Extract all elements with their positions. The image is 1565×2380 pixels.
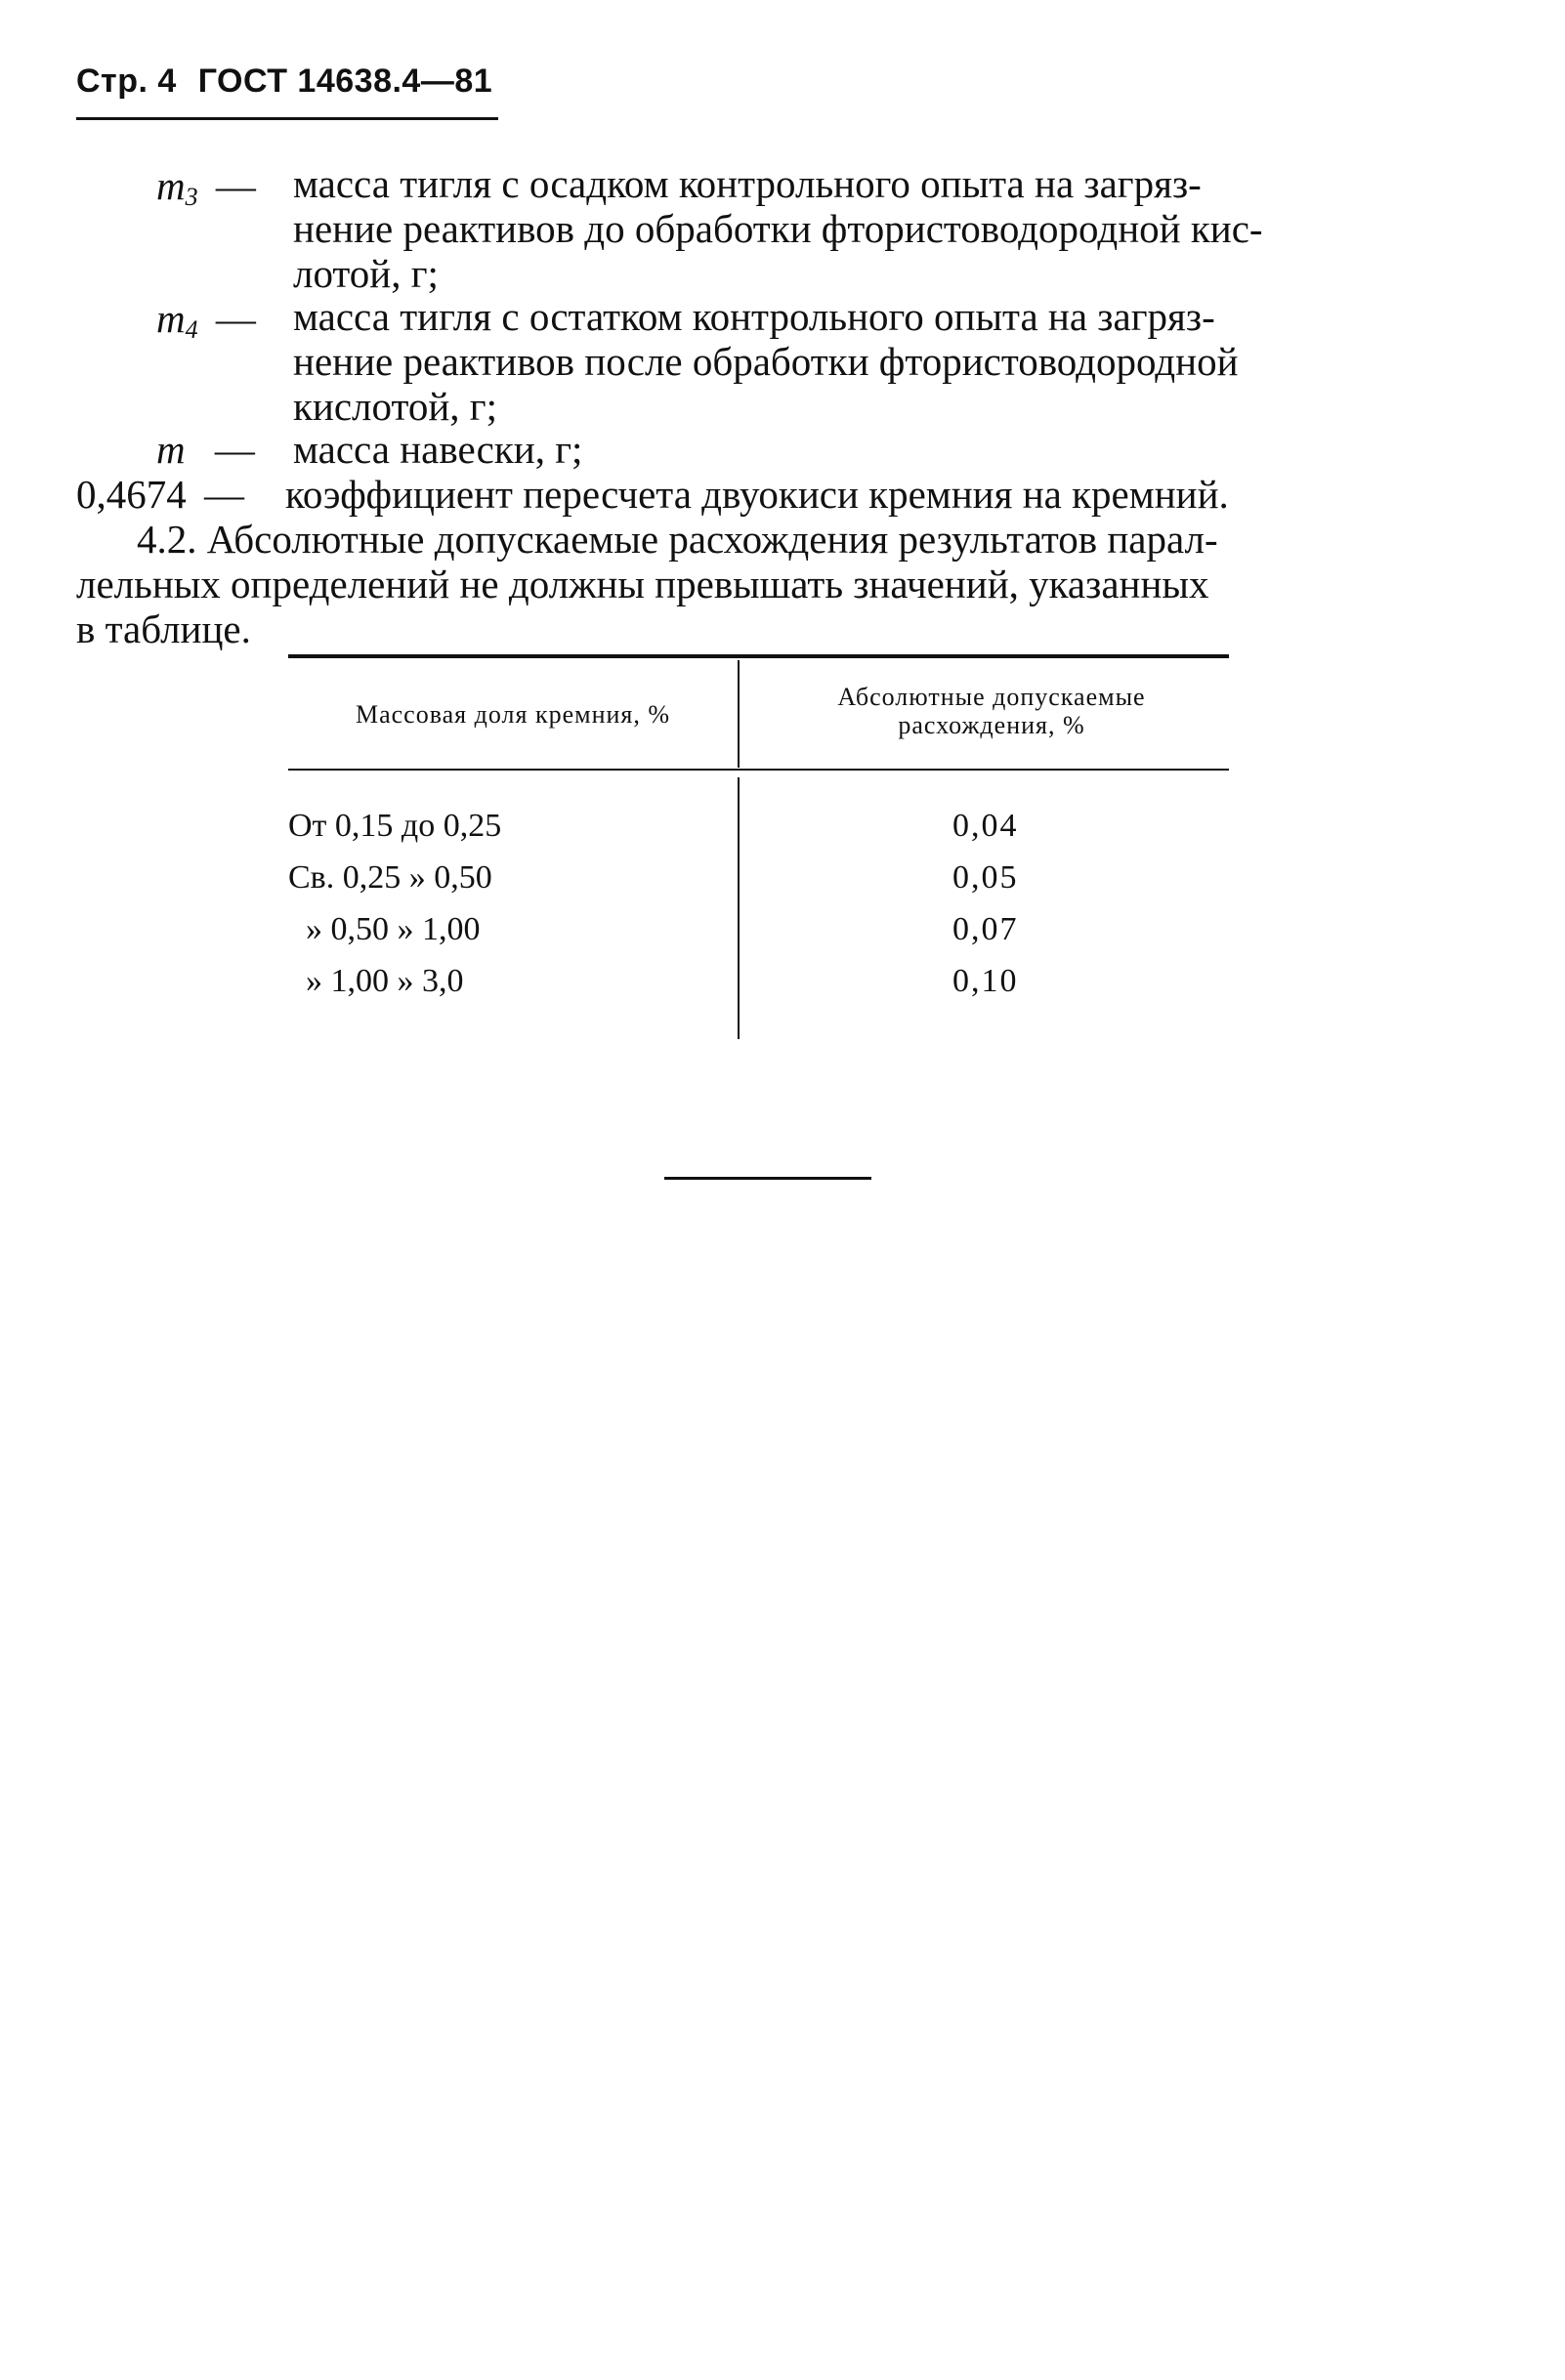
standard-number: ГОСТ 14638.4—81 <box>197 63 493 100</box>
definition-m3-line-1: масса тигля с осадком контрольного опыта на загряз- <box>293 161 1202 206</box>
table-row-range: От 0,15 до 0,25 <box>288 808 502 844</box>
definition-m4-symbol: $m_4$ — <box>156 296 256 344</box>
table-header-tolerance: Абсолютные допускаемые расхождения, % <box>837 683 1146 739</box>
definition-m-line-1: масса навески, г; <box>293 427 583 472</box>
definition-m3-symbol: $m_3$ — <box>156 163 256 211</box>
definition-m4-line-2: нение реактивов после обработки фтористоводородной <box>293 339 1239 384</box>
table-row-value: 0,10 <box>952 963 1019 999</box>
table-header-mass-fraction: Массовая доля кремния, % <box>355 700 671 729</box>
definition-coefficient-symbol: 0,4674 — <box>76 472 244 517</box>
table-row-value: 0,04 <box>952 808 1019 844</box>
paragraph-line-3: в таблице. <box>76 606 251 651</box>
definition-m3-line-2: нение реактивов до обработки фтористоводородной кис- <box>293 206 1263 251</box>
table-row-range: Св. 0,25 » 0,50 <box>288 859 492 896</box>
page-number: Стр. 4 <box>76 63 177 100</box>
definition-m3-line-3: лотой, г; <box>293 251 439 296</box>
table-header-rule <box>288 769 1229 771</box>
paragraph-line-1: 4.2. Абсолютные допускаемые расхождения результатов парал- <box>137 517 1218 562</box>
table-body-divider <box>738 777 740 1039</box>
definition-m4-line-1: масса тигля с остатком контрольного опыта на загряз- <box>293 294 1215 339</box>
table-row-value: 0,05 <box>952 859 1019 896</box>
page-header <box>76 63 504 101</box>
paragraph-line-2: лельных определений не должны превышать значений, указанных <box>76 562 1209 606</box>
header-rule <box>76 117 498 120</box>
table-row-range: » 0,50 » 1,00 <box>306 911 481 947</box>
definition-m4-line-3: кислотой, г; <box>293 384 498 429</box>
table-row-value: 0,07 <box>952 911 1019 947</box>
end-rule <box>664 1177 871 1180</box>
table-header-divider <box>738 660 740 768</box>
table-top-rule <box>288 654 1229 658</box>
table-row-range: » 1,00 » 3,0 <box>306 963 464 999</box>
definition-coefficient-line-1: коэффициент пересчета двуокиси кремния на кремний. <box>285 472 1229 517</box>
definition-m-symbol: m — <box>156 427 255 472</box>
